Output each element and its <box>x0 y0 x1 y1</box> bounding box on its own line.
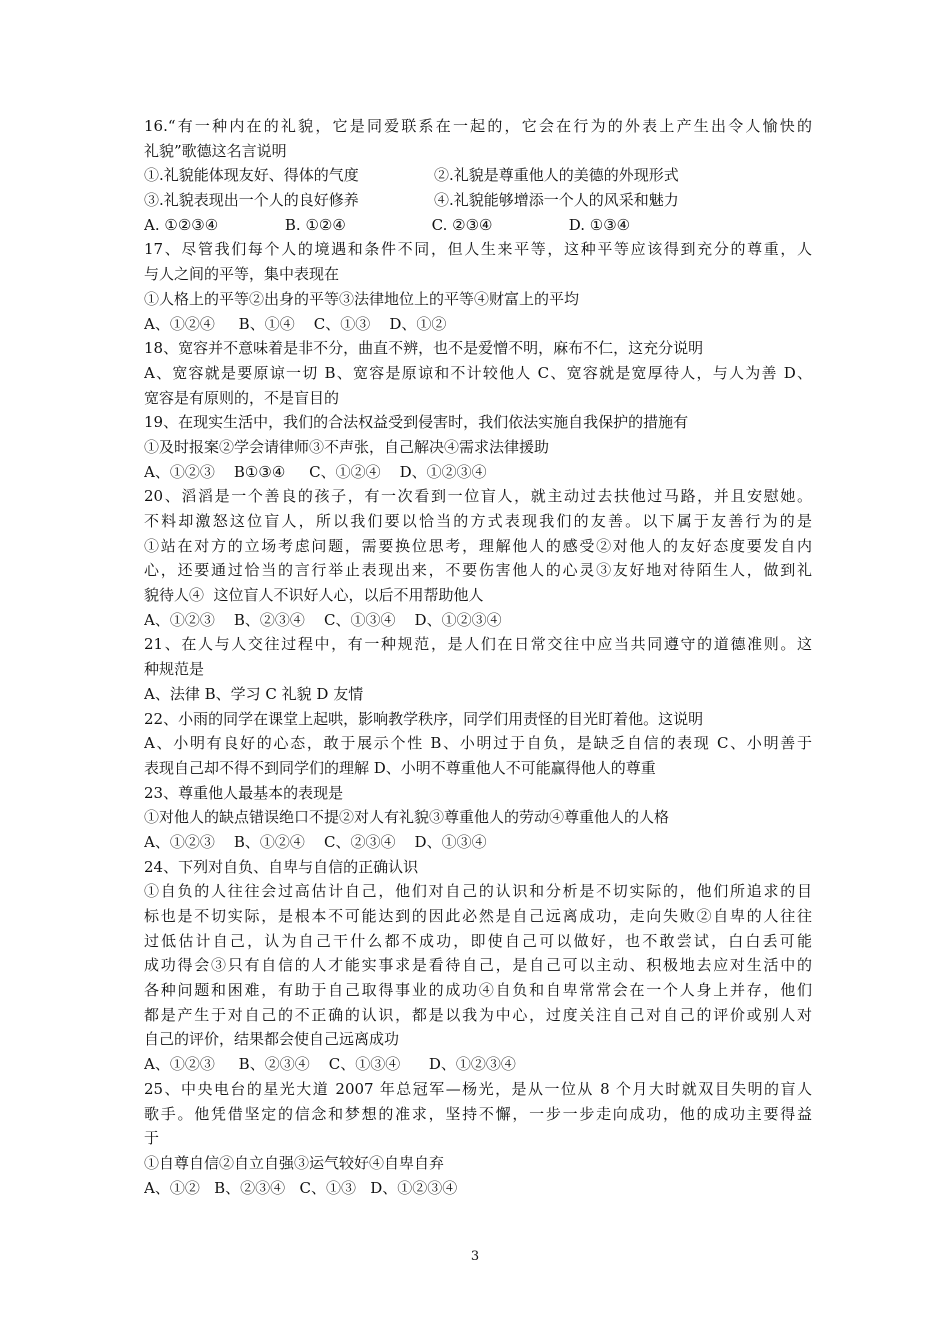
q16-stem-line-1: 16.“有一种内在的礼貌，它是同爱联系在一起的，它会在行为的外表上产生出令人愉快的 <box>144 117 812 135</box>
q16-options-row-2 <box>144 188 812 213</box>
q23-statements: ①对他人的缺点错误绝口不提②对人有礼貌③尊重他人的劳动④尊重他人的人格 <box>144 808 670 827</box>
q18-choices-line-1: A、宽容就是要原谅一切 B、宽容是原谅和不计较他人 C、宽容就是宽厚待人，与人为善 D、 <box>144 363 812 382</box>
q23-stem: 23、尊重他人最基本的表现是 <box>144 783 344 802</box>
q16-option-1: ①.礼貌能体现友好、得体的气度 <box>144 166 359 185</box>
q19-answer-choices: A、①②③ B①③④ C、①②④ D、①②③④ <box>144 462 487 481</box>
q16-option-4: ④.礼貌能够增添一个人的风采和魅力 <box>434 191 679 210</box>
q22-choices-line-2: 表现自己却不得不到同学们的理解 D、小明不尊重他人不可能赢得他人的尊重 <box>144 758 656 777</box>
q16-option-2: ②.礼貌是尊重他人的美德的外现形式 <box>434 166 679 185</box>
q16-option-3: ③.礼貌表现出一个人的良好修养 <box>144 191 359 210</box>
q21-stem-line-2: 种规范是 <box>144 660 205 679</box>
q20-answer-choices: A、①②③ B、②③④ C、①③④ D、①②③④ <box>144 610 502 629</box>
q20-stem-line-1: 20、滔滔是一个善良的孩子，有一次看到一位盲人，就主动过去扶他过马路，并且安慰她。 <box>144 487 812 506</box>
q20-statements-line-1: ①站在对方的立场考虑问题，需要换位思考，理解他人的感受②对他人的友好态度要发自内 <box>144 536 812 555</box>
q25-stem-line-3: 于 <box>144 1129 160 1148</box>
q19-statements: ①及时报案②学会请律师③不声张，自己解决④需求法律援助 <box>144 437 550 456</box>
q25-stem-line-2: 歌手。他凭借坚定的信念和梦想的准求，坚持不懈，一步一步走向成功，他的成功主要得益 <box>144 1104 812 1123</box>
q24-statements-line-6: 都是产生于对自己的不正确的认识，都是以我为中心，过度关注自己对自己的评价或别人对 <box>144 1005 812 1024</box>
q17-stem-line-1: 17、尽管我们每个人的境遇和条件不同，但人生来平等，这种平等应该得到充分的尊重，人 <box>144 240 812 259</box>
q16-options-row-1 <box>144 163 812 188</box>
q16-answer-choices: A. ①②③④ B. ①②④ C. ②③④ D. ①③④ <box>144 215 631 234</box>
q24-answer-choices: A、①②③ B、②③④ C、①③④ D、①②③④ <box>144 1055 516 1074</box>
q24-statements-line-7: 自己的评价，结果都会使自己远离成功 <box>144 1030 400 1049</box>
q21-answer-choices: A、法律 B、学习 C 礼貌 D 友情 <box>144 684 364 703</box>
q16-stem-line-2: 礼貌”歌德这名言说明 <box>144 141 287 160</box>
q24-statements-line-5: 各种问题和困难，有助于自己取得事业的成功④自负和自卑常常会在一个人身上并存，他们 <box>144 981 812 1000</box>
q22-choices-line-1: A、小明有良好的心态，敢于展示个性 B、小明过于自负，是缺乏自信的表现 C、小明善于 <box>144 734 812 753</box>
q25-answer-choices: A、①② B、②③④ C、①③ D、①②③④ <box>144 1178 458 1197</box>
q25-statements: ①自尊自信②自立自强③运气较好④自卑自弃 <box>144 1153 445 1172</box>
q24-statements-line-3: 过低估计自己，认为自己干什么都不成功，即使自己可以做好，也不敢尝试，白白丢可能 <box>144 931 812 950</box>
question-list <box>144 114 812 1200</box>
q19-stem: 19、在现实生活中，我们的合法权益受到侵害时，我们依法实施自我保护的措施有 <box>144 413 689 432</box>
q23-answer-choices: A、①②③ B、①②④ C、②③④ D、①③④ <box>144 832 487 851</box>
page-number: 3 <box>470 1249 480 1264</box>
q20-statements-line-2: 心，还要通过恰当的言行举止表现出来，不要伤害他人的心灵③友好地对待陌生人，做到礼 <box>144 561 812 580</box>
q20-statements-line-3: 貌待人④ 这位盲人不识好人心，以后不用帮助他人 <box>144 586 484 605</box>
q24-stem: 24、下列对自负、自卑与自信的正确认识 <box>144 857 419 876</box>
q25-stem-line-1: 25、中央电台的星光大道 2007 年总冠军—杨光，是从一位从 8 个月大时就双目失明的盲人 <box>144 1079 812 1098</box>
q24-statements-line-4: 成功得会③只有自信的人才能实事求是看待自己，是自己可以主动、积极地去应对生活中的 <box>144 956 812 975</box>
q24-statements-line-2: 标也是不切实际，是根本不可能达到的因此必然是自己远离成功，走向失败②自卑的人往往 <box>144 907 812 925</box>
q18-choices-line-2: 宽容是有原则的，不是盲目的 <box>144 388 340 407</box>
q20-stem-line-2: 不料却激怒这位盲人，所以我们要以恰当的方式表现我们的友善。以下属于友善行为的是 <box>144 512 812 530</box>
q17-statements: ①人格上的平等②出身的平等③法律地位上的平等④财富上的平均 <box>144 289 580 308</box>
q17-stem-line-2: 与人之间的平等，集中表现在 <box>144 265 340 284</box>
q18-stem: 18、宽容并不意味着是非不分，曲直不辨，也不是爱憎不明，麻布不仁，这充分说明 <box>144 339 704 358</box>
q17-answer-choices: A、①②④ B、①④ C、①③ D、①② <box>144 314 447 333</box>
q21-stem-line-1: 21、在人与人交往过程中，有一种规范，是人们在日常交往中应当共同遵守的道德准则。这 <box>144 635 812 654</box>
q22-stem: 22、小雨的同学在课堂上起哄，影响教学秩序，同学们用责怪的目光盯着他。这说明 <box>144 709 704 728</box>
q24-statements-line-1: ①自负的人往往会过高估计自己，他们对自己的认识和分析是不切实际的，他们所追求的目 <box>144 882 812 901</box>
